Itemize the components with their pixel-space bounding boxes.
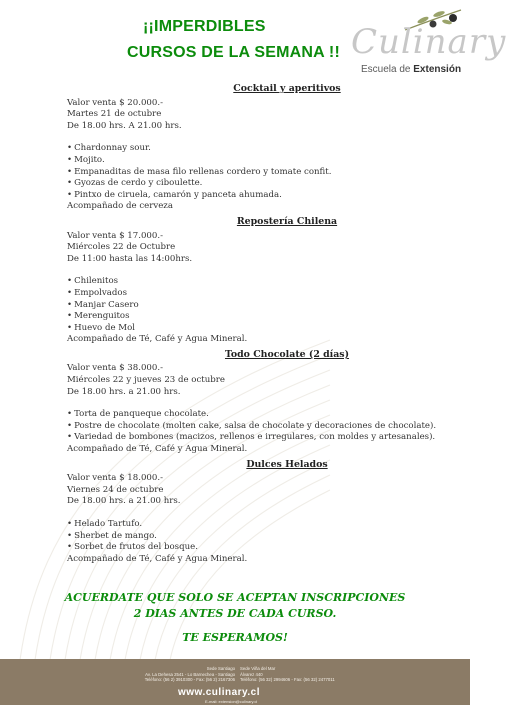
time-line: De 18.00 hrs. a 21.00 hrs. (67, 386, 181, 397)
section-title: Todo Chocolate (2 días) (224, 348, 350, 360)
date-line: Viernes 24 de octubre (67, 484, 164, 495)
course-section-reposteria (67, 216, 447, 346)
price-line: Valor venta $ 17.000.- (67, 230, 163, 241)
note-line: Acompañado de Té, Café y Agua Mineral. (67, 334, 248, 345)
list-item: • Pintxo de ciruela, camarón y panceta ahumada. (67, 190, 447, 202)
date-line: Miércoles 22 de Octubre (67, 242, 176, 253)
headline-cursos-semana: CURSOS DE LA SEMANA !! (127, 44, 340, 61)
course-section-chocolate (67, 349, 447, 456)
list-item: • Sorbet de frutos del bosque. (67, 542, 447, 554)
note-line: Acompañado de Té, Café y Agua Mineral. (67, 444, 248, 455)
footer-sede-vina: Sede Viña del Mar Álvarez 440 Teléfono: (56 32) 2994606 - Fax: (56 32) 2477011 (240, 666, 335, 682)
email-link[interactable]: E-mail: extension@culinary.cl (205, 699, 258, 704)
list-item: • Chilenitos (67, 276, 447, 288)
course-section-cocktail (67, 83, 447, 213)
list-item: • Gyozas de cerdo y ciboulette. (67, 178, 447, 190)
headline-imperdibles: ¡¡IMPERDIBLES (143, 18, 266, 35)
footer-sede-santiago: Sede Santiago Av. La Dehesa 2541 - Lo Barnechea - Santiago Teléfono: (56 2) 3910300 - Fax: (56 2) 2167306 (144, 666, 235, 682)
time-line: De 11:00 hasta las 14:00hrs. (67, 253, 193, 264)
footer-bar (0, 659, 470, 705)
list-item: • Postre de chocolate (molten cake, salsa de chocolate y decoraciones de chocolate). (67, 421, 447, 433)
course-section-helados (67, 459, 447, 566)
culinary-logo (343, 6, 506, 82)
list-item: • Variedad de bombones (macizos, rellenos e irregulares, con moldes y artesanales). (67, 432, 447, 444)
list-item: • Chardonnay sour. (67, 143, 447, 155)
list-item: • Empolvados (67, 288, 447, 300)
logo-subtitle: Escuela de Extensión (361, 64, 462, 75)
section-title: Dulces Helados (246, 458, 328, 470)
list-item: • Huevo de Mol (67, 323, 447, 335)
section-title: Repostería Chilena (236, 215, 338, 227)
closing-line-2: 2 DIAS ANTES DE CADA CURSO. (133, 607, 337, 620)
closing-line-3: TE ESPERAMOS! (182, 631, 288, 644)
list-item: • Mojito. (67, 155, 447, 167)
time-line: De 18.00 hrs. a 21.00 hrs. (67, 496, 181, 507)
list-item: • Merenguitos (67, 311, 447, 323)
logo-wordmark: Culinary (351, 22, 506, 62)
closing-line-1: ACUERDATE QUE SOLO SE ACEPTAN INSCRIPCIONES (64, 591, 406, 604)
date-line: Martes 21 de octubre (67, 109, 162, 120)
section-title: Cocktail y aperitivos (233, 83, 341, 94)
list-item: • Torta de panqueque chocolate. (67, 409, 447, 421)
price-line: Valor venta $ 20.000.- (67, 97, 163, 108)
note-line: Acompañado de Té, Café y Agua Mineral. (67, 553, 248, 564)
list-item: • Manjar Casero (67, 300, 447, 312)
list-item: • Sherbet de mango. (67, 531, 447, 543)
note-line: Acompañado de cerveza (67, 201, 173, 212)
date-line: Miércoles 22 y jueves 23 de octubre (67, 375, 225, 386)
price-line: Valor venta $ 18.000.- (67, 473, 163, 484)
list-item: • Helado Tartufo. (67, 519, 447, 531)
website-link[interactable]: www.culinary.cl (178, 687, 260, 698)
course-list (67, 83, 447, 568)
time-line: De 18.00 hrs. A 21.00 hrs. (67, 120, 182, 131)
price-line: Valor venta $ 38.000.- (67, 363, 163, 374)
list-item: • Empanaditas de masa filo rellenas cordero y tomate confit. (67, 167, 447, 179)
